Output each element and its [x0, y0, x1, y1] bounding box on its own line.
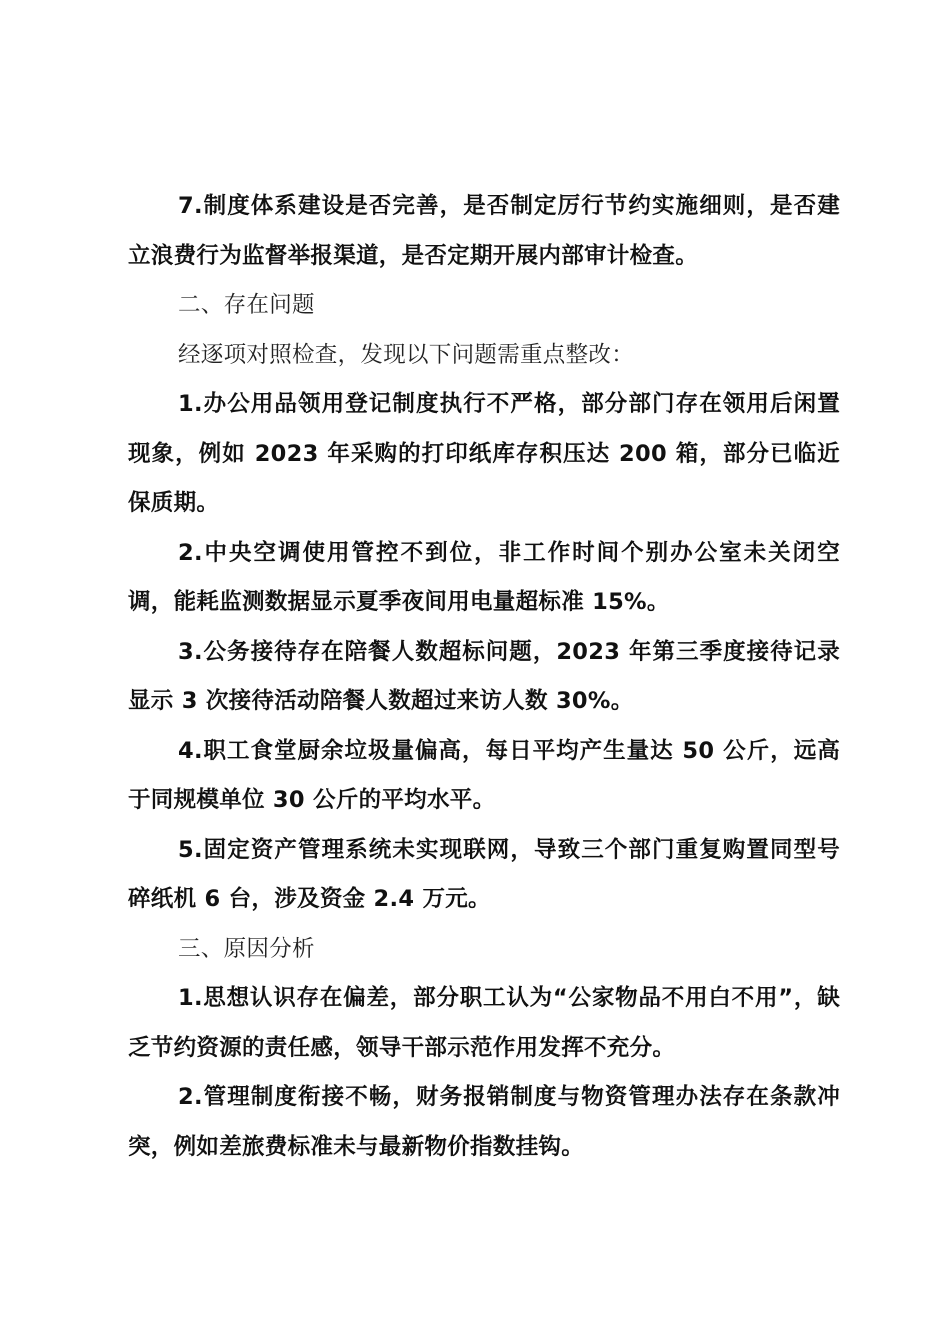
paragraph-problem-4: 4.职工食堂厨余垃圾量偏高，每日平均产生量达 50 公斤，远高于同规模单位 30 公斤的平均水平。 — [128, 737, 840, 813]
section-heading-causes: 三、原因分析 — [178, 935, 315, 962]
paragraph-cause-1: 1.思想认识存在偏差，部分职工认为“公家物品不用白不用”，缺乏节约资源的责任感，领导干部示范作用发挥不充分。 — [128, 985, 840, 1061]
paragraph-cause-2: 2.管理制度衔接不畅，财务报销制度与物资管理办法存在条款冲突，例如差旅费标准未与最新物价指数挂钩。 — [128, 1084, 840, 1160]
paragraph-problem-3: 3.公务接待存在陪餐人数超标问题，2023 年第三季度接待记录显示 3 次接待活动陪餐人数超过来访人数 30%。 — [128, 638, 840, 714]
paragraph-item-7: 7.制度体系建设是否完善，是否制定厉行节约实施细则，是否建立浪费行为监督举报渠道，是否定期开展内部审计检查。 — [128, 193, 840, 269]
section-heading-problems: 二、存在问题 — [178, 292, 315, 318]
paragraph-problem-1: 1.办公用品领用登记制度执行不严格，部分部门存在领用后闲置现象，例如 2023 年采购的打印纸库存积压达 200 箱，部分已临近保质期。 — [128, 391, 840, 516]
paragraph-problem-2: 2.中央空调使用管控不到位，非工作时间个别办公室未关闭空调，能耗监测数据显示夏季夜间用电量超标准 15%。 — [128, 539, 840, 615]
paragraph-intro: 经逐项对照检查，发现以下问题需重点整改： — [178, 341, 635, 368]
paragraph-problem-5: 5.固定资产管理系统未实现联网，导致三个部门重复购置同型号碎纸机 6 台，涉及资金 2.4 万元。 — [128, 836, 840, 912]
document-body — [128, 182, 840, 1172]
